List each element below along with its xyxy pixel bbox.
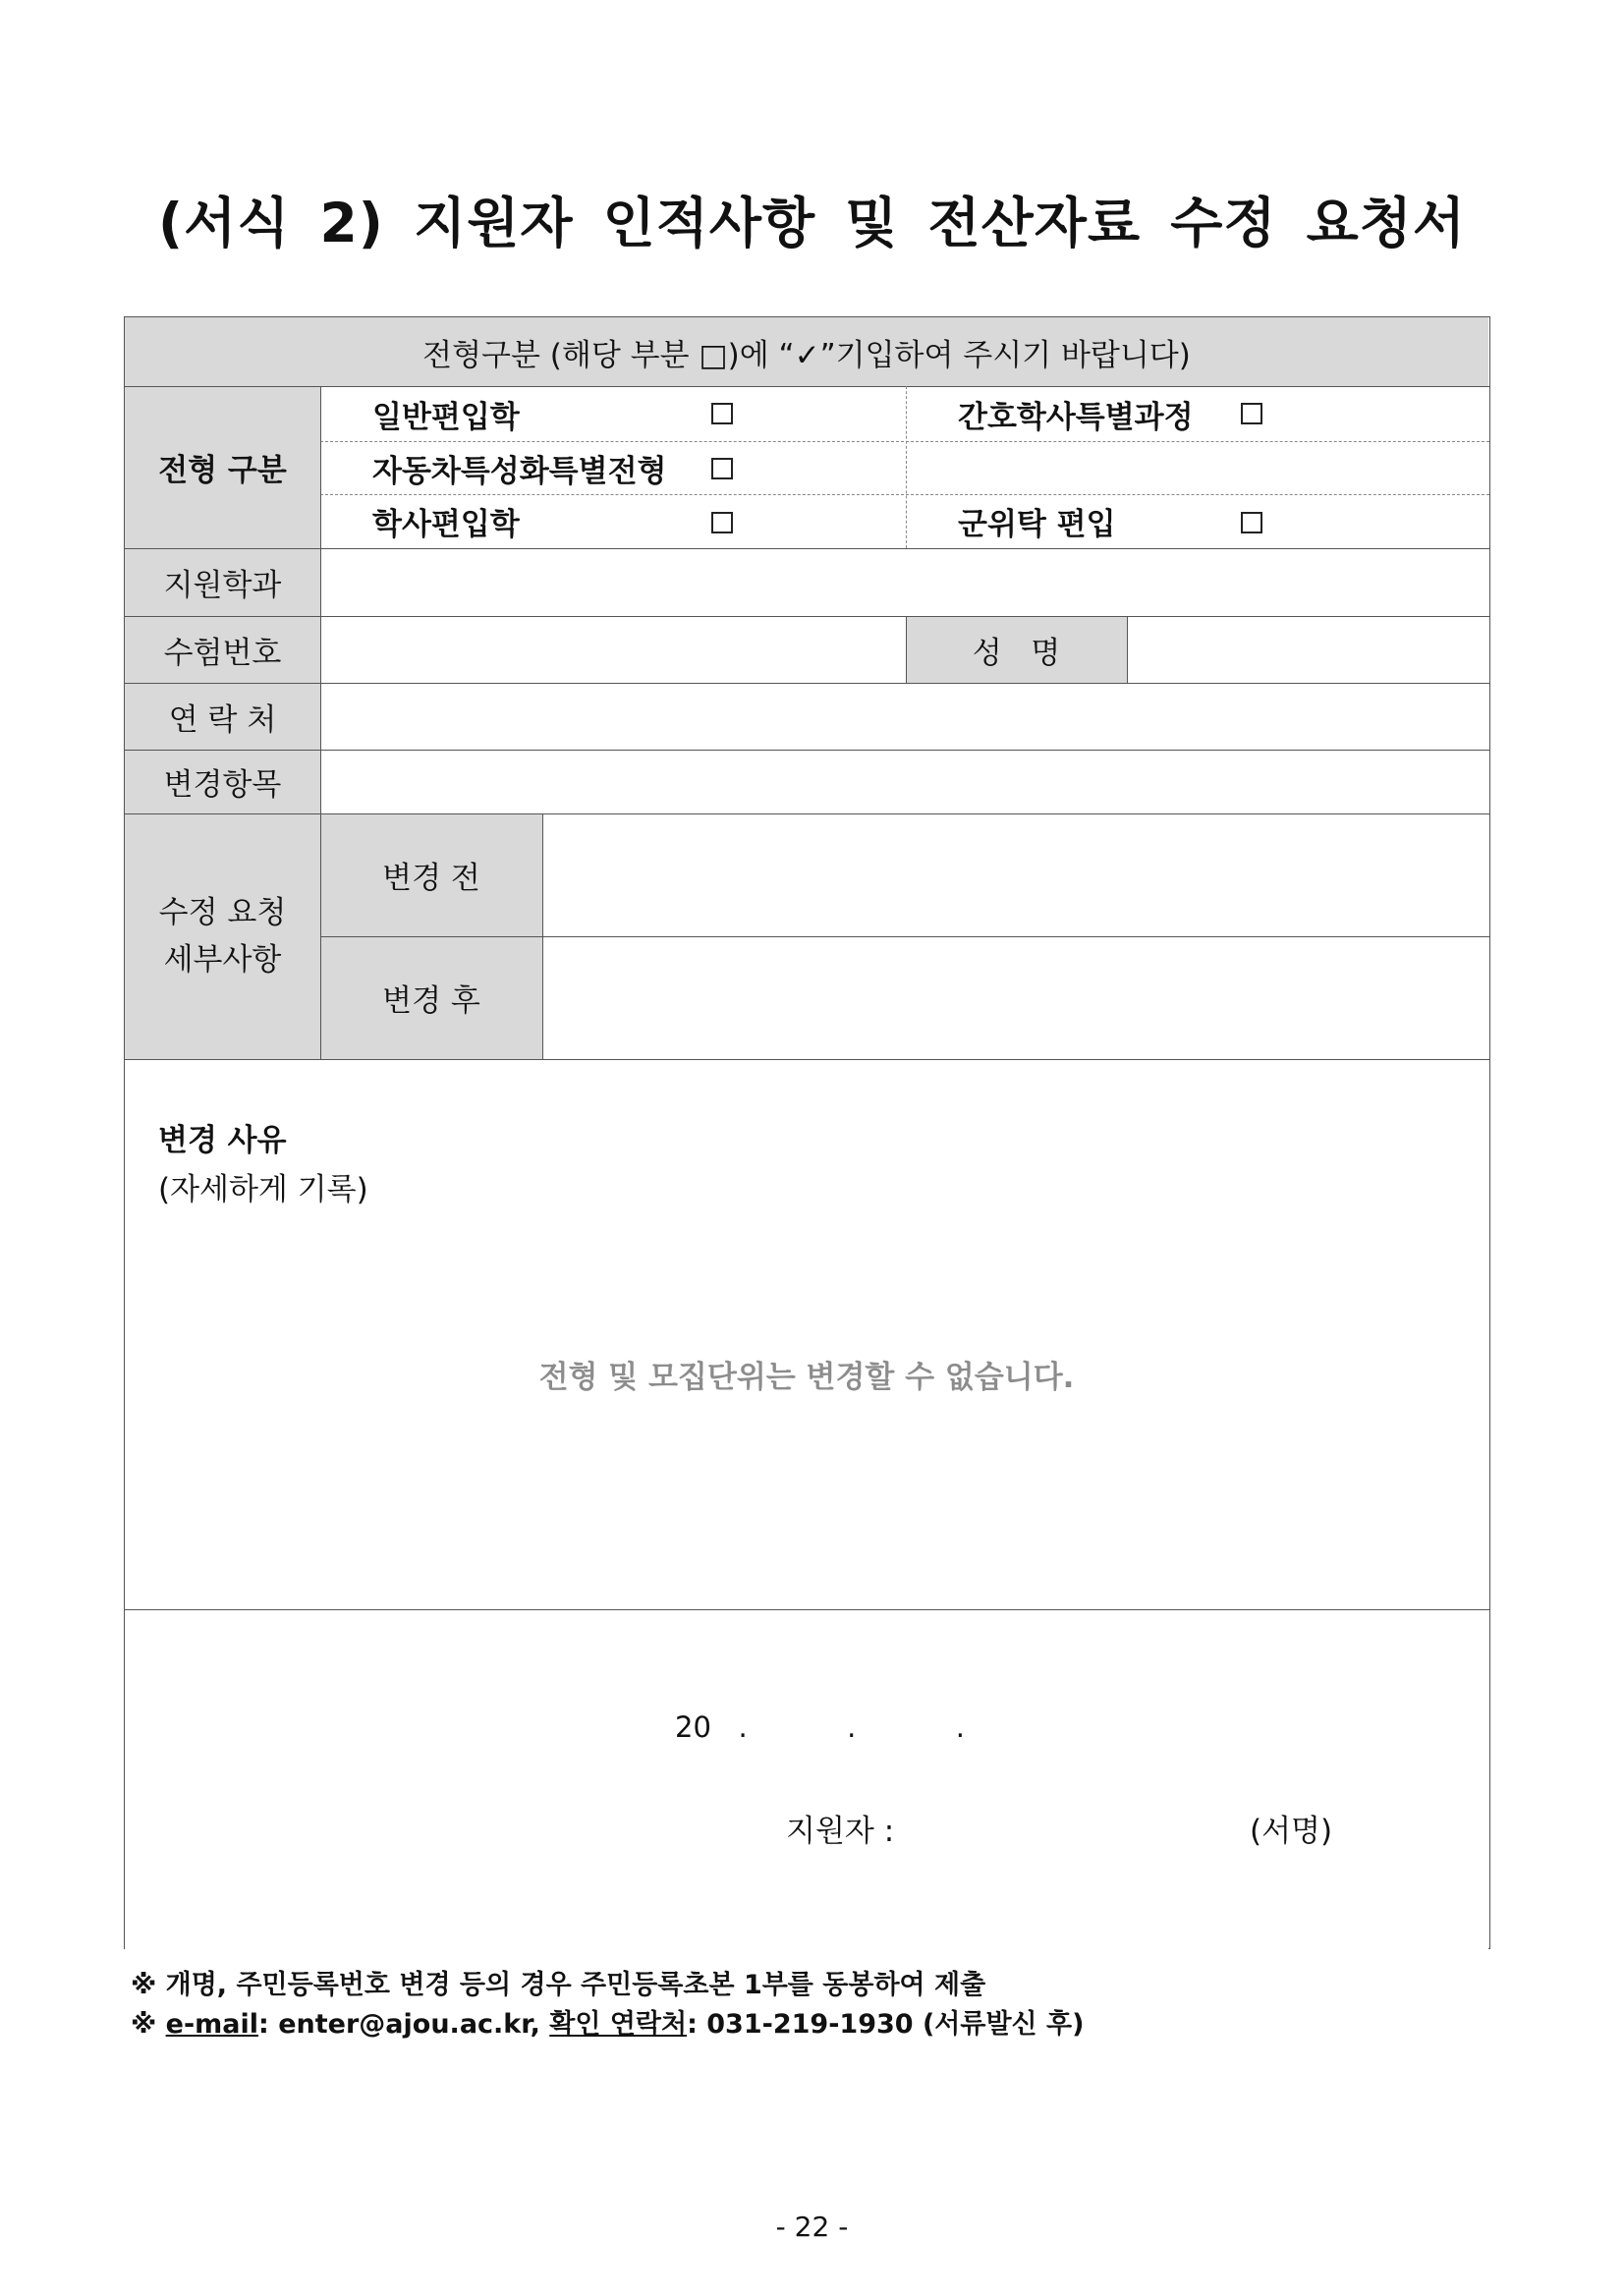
option-bachelor-transfer: 학사편입학 xyxy=(372,507,520,542)
instruction-text: 전형구분 (해당 부분 □)에 “✓”기입하여 주시기 바랍니다) xyxy=(422,337,1191,373)
reason-label: 변경 사유 xyxy=(158,1123,287,1158)
before-field[interactable] xyxy=(542,813,1488,936)
exam-no-field[interactable] xyxy=(320,616,906,683)
email-label: e-mail xyxy=(165,2009,259,2040)
note-prefix: ※ xyxy=(131,2009,166,2040)
reason-field[interactable] xyxy=(144,1211,1469,1595)
page-number: - 22 - xyxy=(775,2211,849,2243)
note-contact xyxy=(131,2002,1084,2041)
change-item-field[interactable] xyxy=(320,750,1488,813)
before-label: 변경 전 xyxy=(382,861,480,896)
detail-label-line1: 수정 요청 xyxy=(158,895,287,930)
form-table xyxy=(124,316,1490,1949)
reason-notice: 전형 및 모집단위는 변경할 수 없습니다. xyxy=(538,1359,1075,1395)
date-line: 20 . . . xyxy=(675,1710,966,1744)
contact-field[interactable] xyxy=(320,683,1488,750)
detail-label xyxy=(125,813,320,1059)
option-military: 군위탁 편입 xyxy=(958,507,1116,542)
after-label: 변경 후 xyxy=(382,983,480,1019)
option-nursing: 간호학사특별과정 xyxy=(958,399,1194,435)
checkbox-automotive[interactable] xyxy=(711,458,733,479)
option-automotive: 자동차특성화특별전형 xyxy=(372,453,667,489)
email-address[interactable]: : enter@ajou.ac.kr, xyxy=(258,2009,550,2040)
after-field[interactable] xyxy=(542,936,1488,1059)
page-title: (서식 2) 지원자 인적사항 및 전산자료 수정 요청서 xyxy=(157,192,1467,254)
note-document: ※ 개명, 주민등록번호 변경 등의 경우 주민등록초본 1부를 동봉하여 제출 xyxy=(131,1970,986,2000)
type-label: 전형 구분 xyxy=(158,453,287,488)
option-general-transfer: 일반편입학 xyxy=(372,399,520,435)
exam-no-label: 수험번호 xyxy=(163,635,282,671)
reason-sublabel: (자세하게 기록) xyxy=(158,1172,368,1207)
department-field[interactable] xyxy=(320,548,1488,616)
department-label: 지원학과 xyxy=(163,568,282,603)
name-field[interactable] xyxy=(1127,616,1488,683)
checkbox-general-transfer[interactable] xyxy=(711,403,733,424)
checkbox-bachelor-transfer[interactable] xyxy=(711,512,733,533)
checkbox-military[interactable] xyxy=(1241,512,1262,533)
checkbox-nursing[interactable] xyxy=(1241,403,1262,424)
applicant-label: 지원자 : xyxy=(786,1814,895,1849)
contact-label-note: 확인 연락처 xyxy=(549,2009,688,2040)
change-item-label: 변경항목 xyxy=(163,767,282,803)
detail-label-line2: 세부사항 xyxy=(163,942,282,978)
name-label: 성 명 xyxy=(972,635,1061,671)
contact-label: 연 락 처 xyxy=(168,701,277,738)
sign-label: (서명) xyxy=(1250,1814,1333,1849)
contact-number: : 031-219-1930 (서류발신 후) xyxy=(687,2009,1085,2040)
